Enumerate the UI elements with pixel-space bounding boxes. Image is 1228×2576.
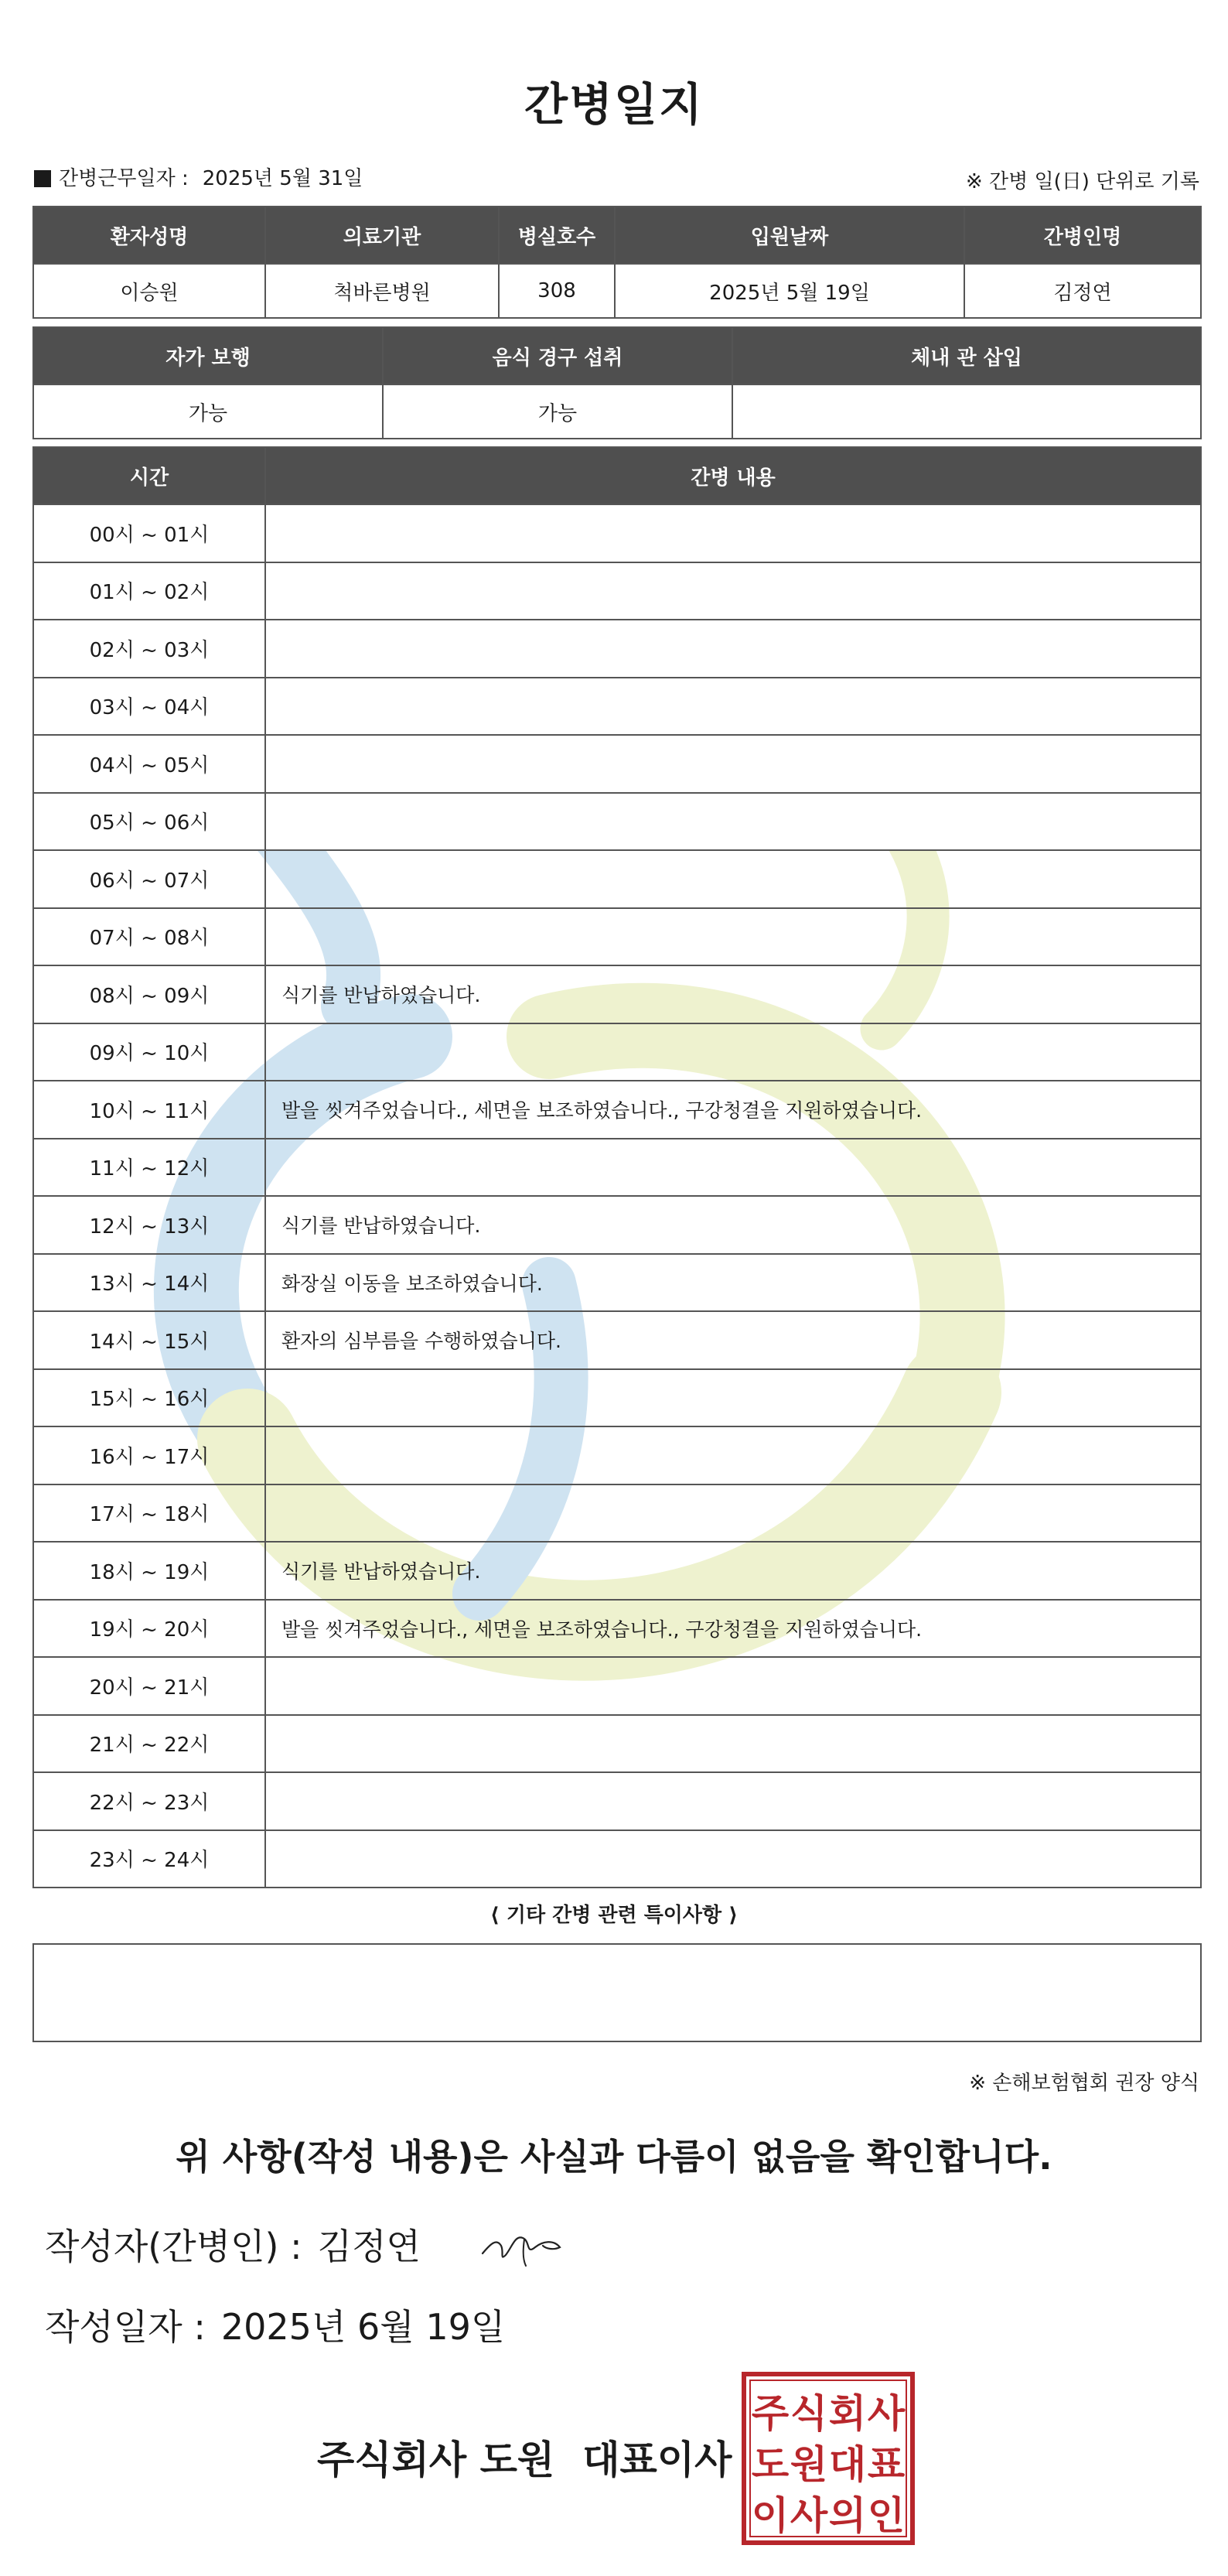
representative-title: 대표이사 xyxy=(582,2438,732,2482)
seal-char: 사 xyxy=(867,2391,906,2436)
table-row xyxy=(33,1311,1201,1369)
table-row xyxy=(33,678,1201,736)
header-time: 시간 xyxy=(33,447,265,504)
company-row xyxy=(317,2429,732,2485)
self-walking-value: 가능 xyxy=(33,384,383,439)
unit-note: ※ 간병 일(日) 단위로 기록 xyxy=(965,170,1199,193)
header-patient-name: 환자성명 xyxy=(33,207,265,264)
time-slot: 05시 ~ 06시 xyxy=(33,793,265,851)
time-slot: 04시 ~ 05시 xyxy=(33,735,265,793)
work-date-label: 간병근무일자 : xyxy=(59,167,189,190)
written-date-row xyxy=(45,2299,505,2350)
time-slot: 10시 ~ 11시 xyxy=(33,1081,265,1139)
table-row xyxy=(33,620,1201,678)
time-slot: 11시 ~ 12시 xyxy=(33,1139,265,1197)
seal-char: 원 xyxy=(790,2442,828,2487)
header-caregiver-name: 간병인명 xyxy=(964,207,1201,264)
seal-char: 도 xyxy=(751,2442,790,2487)
signature-icon xyxy=(479,2224,565,2270)
oral-intake-value: 가능 xyxy=(383,384,732,439)
seal-char: 이 xyxy=(751,2493,790,2538)
care-content xyxy=(265,504,1201,562)
care-content xyxy=(265,735,1201,793)
seal-char: 사 xyxy=(790,2493,828,2538)
header-tube-insertion: 체내 관 삽입 xyxy=(732,327,1201,384)
patient-header-row xyxy=(33,207,1201,264)
care-log-table xyxy=(32,446,1202,1888)
time-slot: 09시 ~ 10시 xyxy=(33,1023,265,1081)
ability-header-row xyxy=(33,327,1201,384)
care-content xyxy=(265,908,1201,966)
table-row xyxy=(33,562,1201,620)
table-row xyxy=(33,1484,1201,1543)
square-bullet-icon xyxy=(34,170,51,187)
table-row xyxy=(33,504,1201,562)
table-row xyxy=(33,850,1201,908)
time-slot: 18시 ~ 19시 xyxy=(33,1542,265,1600)
seal-char: 주 xyxy=(751,2391,790,2436)
seal-char: 대 xyxy=(828,2442,867,2487)
table-row xyxy=(33,1542,1201,1600)
time-slot: 14시 ~ 15시 xyxy=(33,1311,265,1369)
table-row xyxy=(33,1772,1201,1830)
table-row xyxy=(33,1139,1201,1197)
care-content: 발을 씻겨주었습니다., 세면을 보조하였습니다., 구강청결을 지원하였습니다. xyxy=(265,1600,1201,1658)
time-slot: 22시 ~ 23시 xyxy=(33,1772,265,1830)
caregiver-name: 김정연 xyxy=(964,264,1201,318)
table-row xyxy=(33,1369,1201,1427)
time-slot: 19시 ~ 20시 xyxy=(33,1600,265,1658)
care-content: 발을 씻겨주었습니다., 세면을 보조하였습니다., 구강청결을 지원하였습니다. xyxy=(265,1081,1201,1139)
ability-value-row xyxy=(33,384,1201,439)
form-note: ※ 손해보험협회 권장 양식 xyxy=(969,2072,1199,2095)
care-content: 식기를 반납하였습니다. xyxy=(265,1542,1201,1600)
care-content xyxy=(265,793,1201,851)
written-date-label: 작성일자 : xyxy=(45,2306,206,2348)
time-slot: 16시 ~ 17시 xyxy=(33,1426,265,1484)
care-content: 환자의 심부름을 수행하였습니다. xyxy=(265,1311,1201,1369)
care-content: 식기를 반납하였습니다. xyxy=(265,965,1201,1023)
header-care-content: 간병 내용 xyxy=(265,447,1201,504)
table-row xyxy=(33,908,1201,966)
care-content xyxy=(265,1484,1201,1543)
care-content xyxy=(265,1715,1201,1773)
table-row xyxy=(33,735,1201,793)
time-slot: 12시 ~ 13시 xyxy=(33,1196,265,1254)
care-content xyxy=(265,1369,1201,1427)
author-label: 작성자(간병인) : xyxy=(45,2226,302,2267)
care-log-header-row xyxy=(33,447,1201,504)
room-number: 308 xyxy=(499,264,615,318)
admission-date: 2025년 5월 19일 xyxy=(615,264,964,318)
table-row xyxy=(33,1657,1201,1715)
table-row xyxy=(33,1254,1201,1312)
company-seal-icon xyxy=(741,2371,916,2546)
time-slot: 20시 ~ 21시 xyxy=(33,1657,265,1715)
table-row xyxy=(33,1830,1201,1888)
time-slot: 03시 ~ 04시 xyxy=(33,678,265,736)
care-content xyxy=(265,562,1201,620)
seal-char: 식 xyxy=(790,2391,828,2436)
time-slot: 17시 ~ 18시 xyxy=(33,1484,265,1543)
patient-name: 이승원 xyxy=(33,264,265,318)
author-row xyxy=(45,2219,421,2270)
time-slot: 08시 ~ 09시 xyxy=(33,965,265,1023)
table-row xyxy=(33,965,1201,1023)
care-content xyxy=(265,1830,1201,1888)
seal-char: 인 xyxy=(867,2493,906,2538)
time-slot: 15시 ~ 16시 xyxy=(33,1369,265,1427)
document-title: 간병일지 xyxy=(524,78,704,131)
time-slot: 13시 ~ 14시 xyxy=(33,1254,265,1312)
ability-table xyxy=(32,326,1202,439)
care-content xyxy=(265,850,1201,908)
author-name: 김정연 xyxy=(317,2226,421,2267)
care-content xyxy=(265,1023,1201,1081)
time-slot: 06시 ~ 07시 xyxy=(33,850,265,908)
care-content xyxy=(265,620,1201,678)
time-slot: 02시 ~ 03시 xyxy=(33,620,265,678)
care-content: 식기를 반납하였습니다. xyxy=(265,1196,1201,1254)
time-slot: 21시 ~ 22시 xyxy=(33,1715,265,1773)
header-room: 병실호수 xyxy=(499,207,615,264)
care-content: 화장실 이동을 보조하였습니다. xyxy=(265,1254,1201,1312)
company-name: 주식회사 도원 xyxy=(317,2438,555,2482)
work-date-value: 2025년 5월 31일 xyxy=(202,167,363,190)
care-content xyxy=(265,1657,1201,1715)
care-content xyxy=(265,1772,1201,1830)
work-date-row xyxy=(34,162,363,191)
table-row xyxy=(33,1023,1201,1081)
time-slot: 01시 ~ 02시 xyxy=(33,562,265,620)
confirmation-statement: 위 사항(작성 내용)은 사실과 다름이 없음을 확인합니다. xyxy=(176,2136,1052,2178)
table-row xyxy=(33,793,1201,851)
written-date: 2025년 6월 19일 xyxy=(220,2306,506,2348)
patient-value-row xyxy=(33,264,1201,318)
header-oral-intake: 음식 경구 섭취 xyxy=(383,327,732,384)
care-content xyxy=(265,1426,1201,1484)
table-row xyxy=(33,1081,1201,1139)
time-slot: 07시 ~ 08시 xyxy=(33,908,265,966)
hospital-name: 척바른병원 xyxy=(265,264,499,318)
seal-char: 의 xyxy=(828,2493,867,2538)
remarks-title: ⟨ 기타 간병 관련 특이사항 ⟩ xyxy=(489,1904,739,1927)
remarks-box xyxy=(32,1943,1202,2042)
header-admission-date: 입원날짜 xyxy=(615,207,964,264)
seal-char: 표 xyxy=(867,2442,906,2487)
table-row xyxy=(33,1196,1201,1254)
tube-insertion-value xyxy=(732,384,1201,439)
table-row xyxy=(33,1715,1201,1773)
table-row xyxy=(33,1426,1201,1484)
header-self-walking: 자가 보행 xyxy=(33,327,383,384)
patient-info-table xyxy=(32,206,1202,319)
time-slot: 23시 ~ 24시 xyxy=(33,1830,265,1888)
care-content xyxy=(265,678,1201,736)
header-hospital: 의료기관 xyxy=(265,207,499,264)
time-slot: 00시 ~ 01시 xyxy=(33,504,265,562)
table-row xyxy=(33,1600,1201,1658)
care-content xyxy=(265,1139,1201,1197)
seal-char: 회 xyxy=(828,2391,867,2436)
